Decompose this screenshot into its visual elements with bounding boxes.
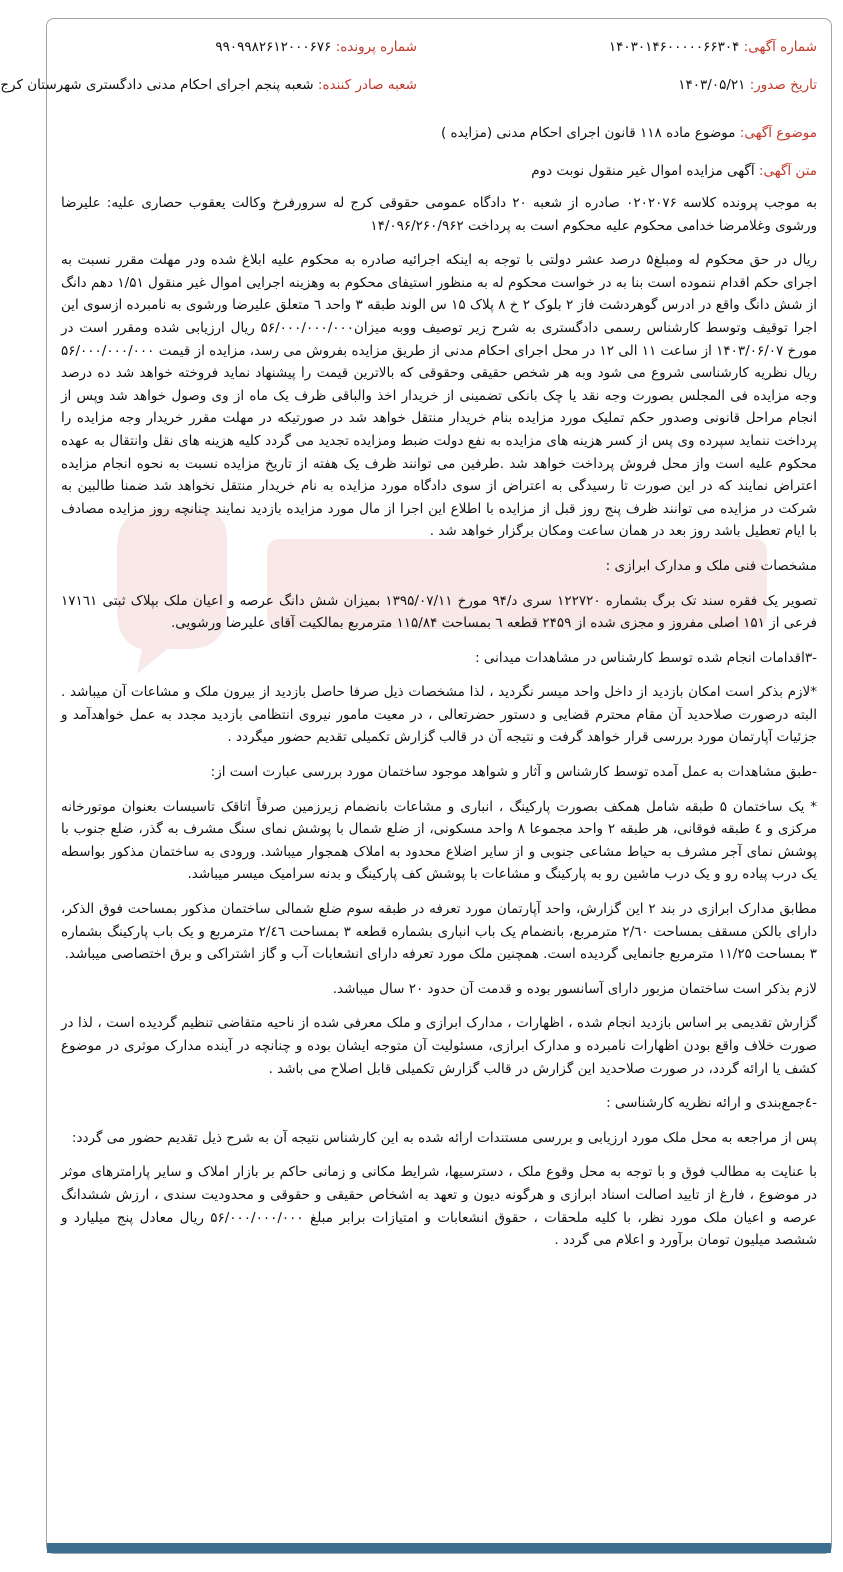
paragraph-unit-details: مطابق مدارک ابرازی در بند ۲ این گزارش، واحد آپارتمان مورد تعرفه در طبقه سوم ضلع شمالی ساختمان مذکور بمساحت فوق الذکر، دارای بالکن مسقف بمساحت ۲/٦۰ مترمربع، بانضمام یک باب انباری بشماره قطعه ۳ بمساحت ۲/٤٦ مترمربع و یک باب پارکینگ بشماره ۳ بمساحت ۱۱/۲۵ مترمربع جانمایی گردیده است. همچنین ملک مورد تعرفه دارای انشعابات آب و گاز اشتراکی و برق اختصاصی میباشد. <box>61 901 818 963</box>
case-number-label: شماره پرونده: <box>335 39 417 55</box>
paragraph-field-actions-heading: -۳اقدامات انجام شده توسط کارشناس در مشاهدات میدانی : <box>475 649 817 666</box>
paragraph-building-description: * یک ساختمان ۵ طبقه شامل همکف بصورت پارکینگ ، انباری و مشاعات بانضمام زیرزمین صرفاً اتاقک تاسیسات بعنوان موتورخانه مرکزی و ٤ طبقه فوقانی، هر طبقه ۲ واحد مجموعا ۸ واحد مسکونی، از ضلع شمال با پوشش نمای سنگ مشرف به گذر، ضلع جنوب با پوشش نمای آجر مشرف به حیاط مشاعی جنوبی و از سایر اضلاع محدود به املاک همجوار میباشد. ورودی به ساختمان مذکور بواسطه یک درب پیاده رو و یک درب ماشین رو به پارکینگ و مشاعات با پوشش کف پارکینگ و بدنه سرامیک میسر میباشد. <box>61 798 818 883</box>
issue-date-label: تاریخ صدور: <box>749 77 817 93</box>
paragraph-elevator-age: لازم بذکر است ساختمان مزبور دارای آسانسور بوده و قدمت آن حدود ۲۰ سال میباشد. <box>332 980 817 997</box>
notice-text-label: متن آگهی: <box>758 163 817 179</box>
notice-card <box>0 18 832 1554</box>
paragraph-case-intro: به موجب پرونده کلاسه ۰۲۰۲۰۷۶ صادره از شعبه ۲۰ دادگاه عمومی حقوقی کرج له سرورفرخ وکالت یعقوب حصاری علیه: علیرضا ورشوی وغلامرضا خدامی محکوم علیه محکوم است به پرداخت ۱۴/۰۹۶/۲۶۰/۹۶۲ <box>61 195 818 234</box>
paragraph-deed: تصویر یک فقره سند تک برگ بشماره ۱۲۲۷۲۰ سری د/۹۴ مورخ ۱۳۹۵/۰۷/۱۱ بمیزان شش دانگ عرصه و اعیان ملک بپلاک ثبتی ۱۷۱٦۱ فرعی از ۱۵۱ اصلی مفروز و مجزی شده از ۲۴۵۹ قطعه ٦ بمساحت ۱۱۵/۸۴ مترمربع بمالکیت آقای علیرضا ورشویی. <box>61 592 817 632</box>
paragraph-conclusion-intro: پس از مراجعه به محل ملک مورد ارزیابی و بررسی مستندات ارائه شده به این کارشناس نتیجه آن به شرح ذیل تقدیم حضور می گردد: <box>71 1129 817 1146</box>
issuer-label: شعبه صادر کننده: <box>317 77 417 93</box>
notice-body <box>61 192 817 1264</box>
notice-text-value: آگهی مزایده اموال غیر منقول نوبت دوم <box>531 163 755 179</box>
notice-subject-label: موضوع آگهی: <box>739 125 817 141</box>
paragraph-valuation: با عنایت به مطالب فوق و با توجه به محل وقوع ملک ، دسترسیها، شرایط مکانی و زمانی حاکم بر بازار املاک و سایر پارامترهای موثر در موضوع ، فارغ از تایید اصالت اسناد ابرازی و هرگونه دیون و تعهد به اشخاص حقیقی و حقوقی و محدودیت سندی ، ارزش ششدانگ عرصه و اعیان ملک مورد نظر، با کلیه ملحقات ، حقوق انشعابات و امتیازات برابر مبلغ ۵۶/۰۰۰/۰۰۰/۰۰۰ ریال معادل پنج میلیارد و ششصد میلیون تومان برآورد و اعلام می گردد . <box>61 1164 817 1249</box>
issue-date <box>678 73 817 97</box>
issue-date-value: ۱۴۰۳/۰۵/۲۱ <box>678 77 746 93</box>
case-number <box>215 35 417 59</box>
issuer-value: شعبه پنجم اجرای احکام مدنی دادگستری شهرستان کرج <box>0 77 314 93</box>
paragraph-observations-heading: -طبق مشاهدات به عمل آمده توسط کارشناس و آثار و شواهد موجود ساختمان مورد بررسی عبارت است از: <box>210 764 817 781</box>
notice-number-value: ۱۴۰۳۰۱۴۶۰۰۰۰۰۶۶۳۰۴ <box>608 39 740 55</box>
notice-number <box>609 35 817 59</box>
paragraph-conclusion-heading: -٤جمع‌بندی و ارائه نظریه کارشناسی : <box>606 1095 817 1112</box>
paragraph-auction-terms: ریال در حق محکوم له ومبلغ۵ درصد عشر دولتی با توجه به اینکه اجرائیه صادره به محکوم علیه ابلاغ شده ودر مهلت مقرر نسبت به اجرای حکم اقدام ننموده است بنا به در خواست محکوم له به منظور استیفای محکوم به وهزینه اجرایی اموال غیر منقول ۱/۵۱ دهم دانگ از شش دانگ واقع در ادرس گوهردشت فاز ۲ بلوک ۲ خ ۸ پلاک ۱۵ س الوند طبقه ۳ واحد ٦ متعلق علیرضا ورشوی به نامبرده ازسوی این اجرا توقیف وتوسط کارشناس رسمی دادگستری به شرح زیر توصیف ووبه میزان۵۶/۰۰۰/۰۰۰/۰۰۰ ریال ارزیابی شده ومقرر است در مورخ ۱۴۰۳/۰۶/۰۷ از ساعت ۱۱ الی ۱۲ در محل اجرای احکام مدنی از طریق مزایده بفروش می رسد، مزایده از قیمت ۵۶/۰۰۰/۰۰۰/۰۰۰ ریال نظریه کارشناسی شروع می شود وبه هر شخص حقیقی وحقوقی که بالاترین قیمت را پیشنهاد نماید فروخته خواهد شد ده درصد وجه مزایده فی المجلس بصورت وجه نقد یا چک بانکی تضمینی از خریدار اخذ والباقی ظرف یک ماه از وی وصول خواهد شد وپس از انجام مراحل قانونی وصدور حکم تملیک مورد مزایده بنام خریدار منتقل خواهد شد در صورتیکه در مهلت مقرر خریدار وجه مزایده را پرداخت ننماید سپرده وی پس از کسر هزینه های مزایده به نفع دولت ضبط ومزایده تجدید می گردد کلیه هزینه های نقل وانتقال به عهده محکوم علیه است واز محل فروش پرداخت خواهد شد .طرفین می توانند ظرف یک هفته از تاریخ مزایده نسبت به نحوه انجام مزایده اعتراض نمایند که در این صورت تا رسیدگی به اعتراض از سوی دادگاه مورد مزایده به نام خریدار منتقل نخواهد شد ضمنا طالبین به شرکت در مزایده می توانند ظرف پنج روز قبل از مزایده با اطلاع این اجرا از مال مورد مزایده بازدید نمایند چنانچه روز مزایده مصادف با ایام تعطیل باشد روز بعد در همان ساعت ومکان برگزار خواهد شد . <box>61 252 818 540</box>
paragraph-visit-note: *لازم بذکر است امکان بازدید از داخل واحد میسر نگردید ، لذا مشخصات ذیل صرفا حاصل بازدید از بیرون ملک و مشاعات آن میباشد . البته درصورت صلاحدید آن مقام محترم قضایی و دستور حضرتعالی ، در معیت مامور نیروی انتظامی بازدید مجدد به عمل خواهدآمد و جزئیات آپارتمان مورد بررسی قرار خواهد گرفت و نتیجه آن در قالب گزارش تکمیلی تقدیم حضور میگردد . <box>61 684 817 746</box>
notice-subject-value: موضوع ماده ۱۱۸ قانون اجرای احکام مدنی (مزایده ) <box>440 125 736 141</box>
notice-subject <box>61 121 817 145</box>
paragraph-report-basis: گزارش تقدیمی بر اساس بازدید انجام شده ، اظهارات ، مدارک ابرازی و ملک معرفی شده از ناحیه متقاضی تنظیم گردیده است ، لذا در صورت خلاف واقع بودن اظهارات نامبرده و مدارک ابرازی، مسئولیت آن متوجه ایشان بوده و چنانچه در آینده مدارک موثری در موضوع کشف یا ارائه گردد، در صورت صلاحدید این گزارش در قالب گزارش تکمیلی قابل اصلاح می باشد . <box>61 1015 817 1077</box>
case-number-value: ۹۹۰۹۹۸۲۶۱۲۰۰۰۶۷۶ <box>215 39 332 55</box>
notice-text-title <box>61 159 817 183</box>
issuer <box>0 73 417 97</box>
header-row-numbers <box>61 35 817 59</box>
bottom-bar <box>47 1543 831 1553</box>
header-row-issue <box>0 73 817 97</box>
notice-number-label: شماره آگهی: <box>743 39 817 55</box>
paragraph-tech-specs-heading: مشخصات فنی ملک و مدارک ابرازی : <box>605 557 817 574</box>
